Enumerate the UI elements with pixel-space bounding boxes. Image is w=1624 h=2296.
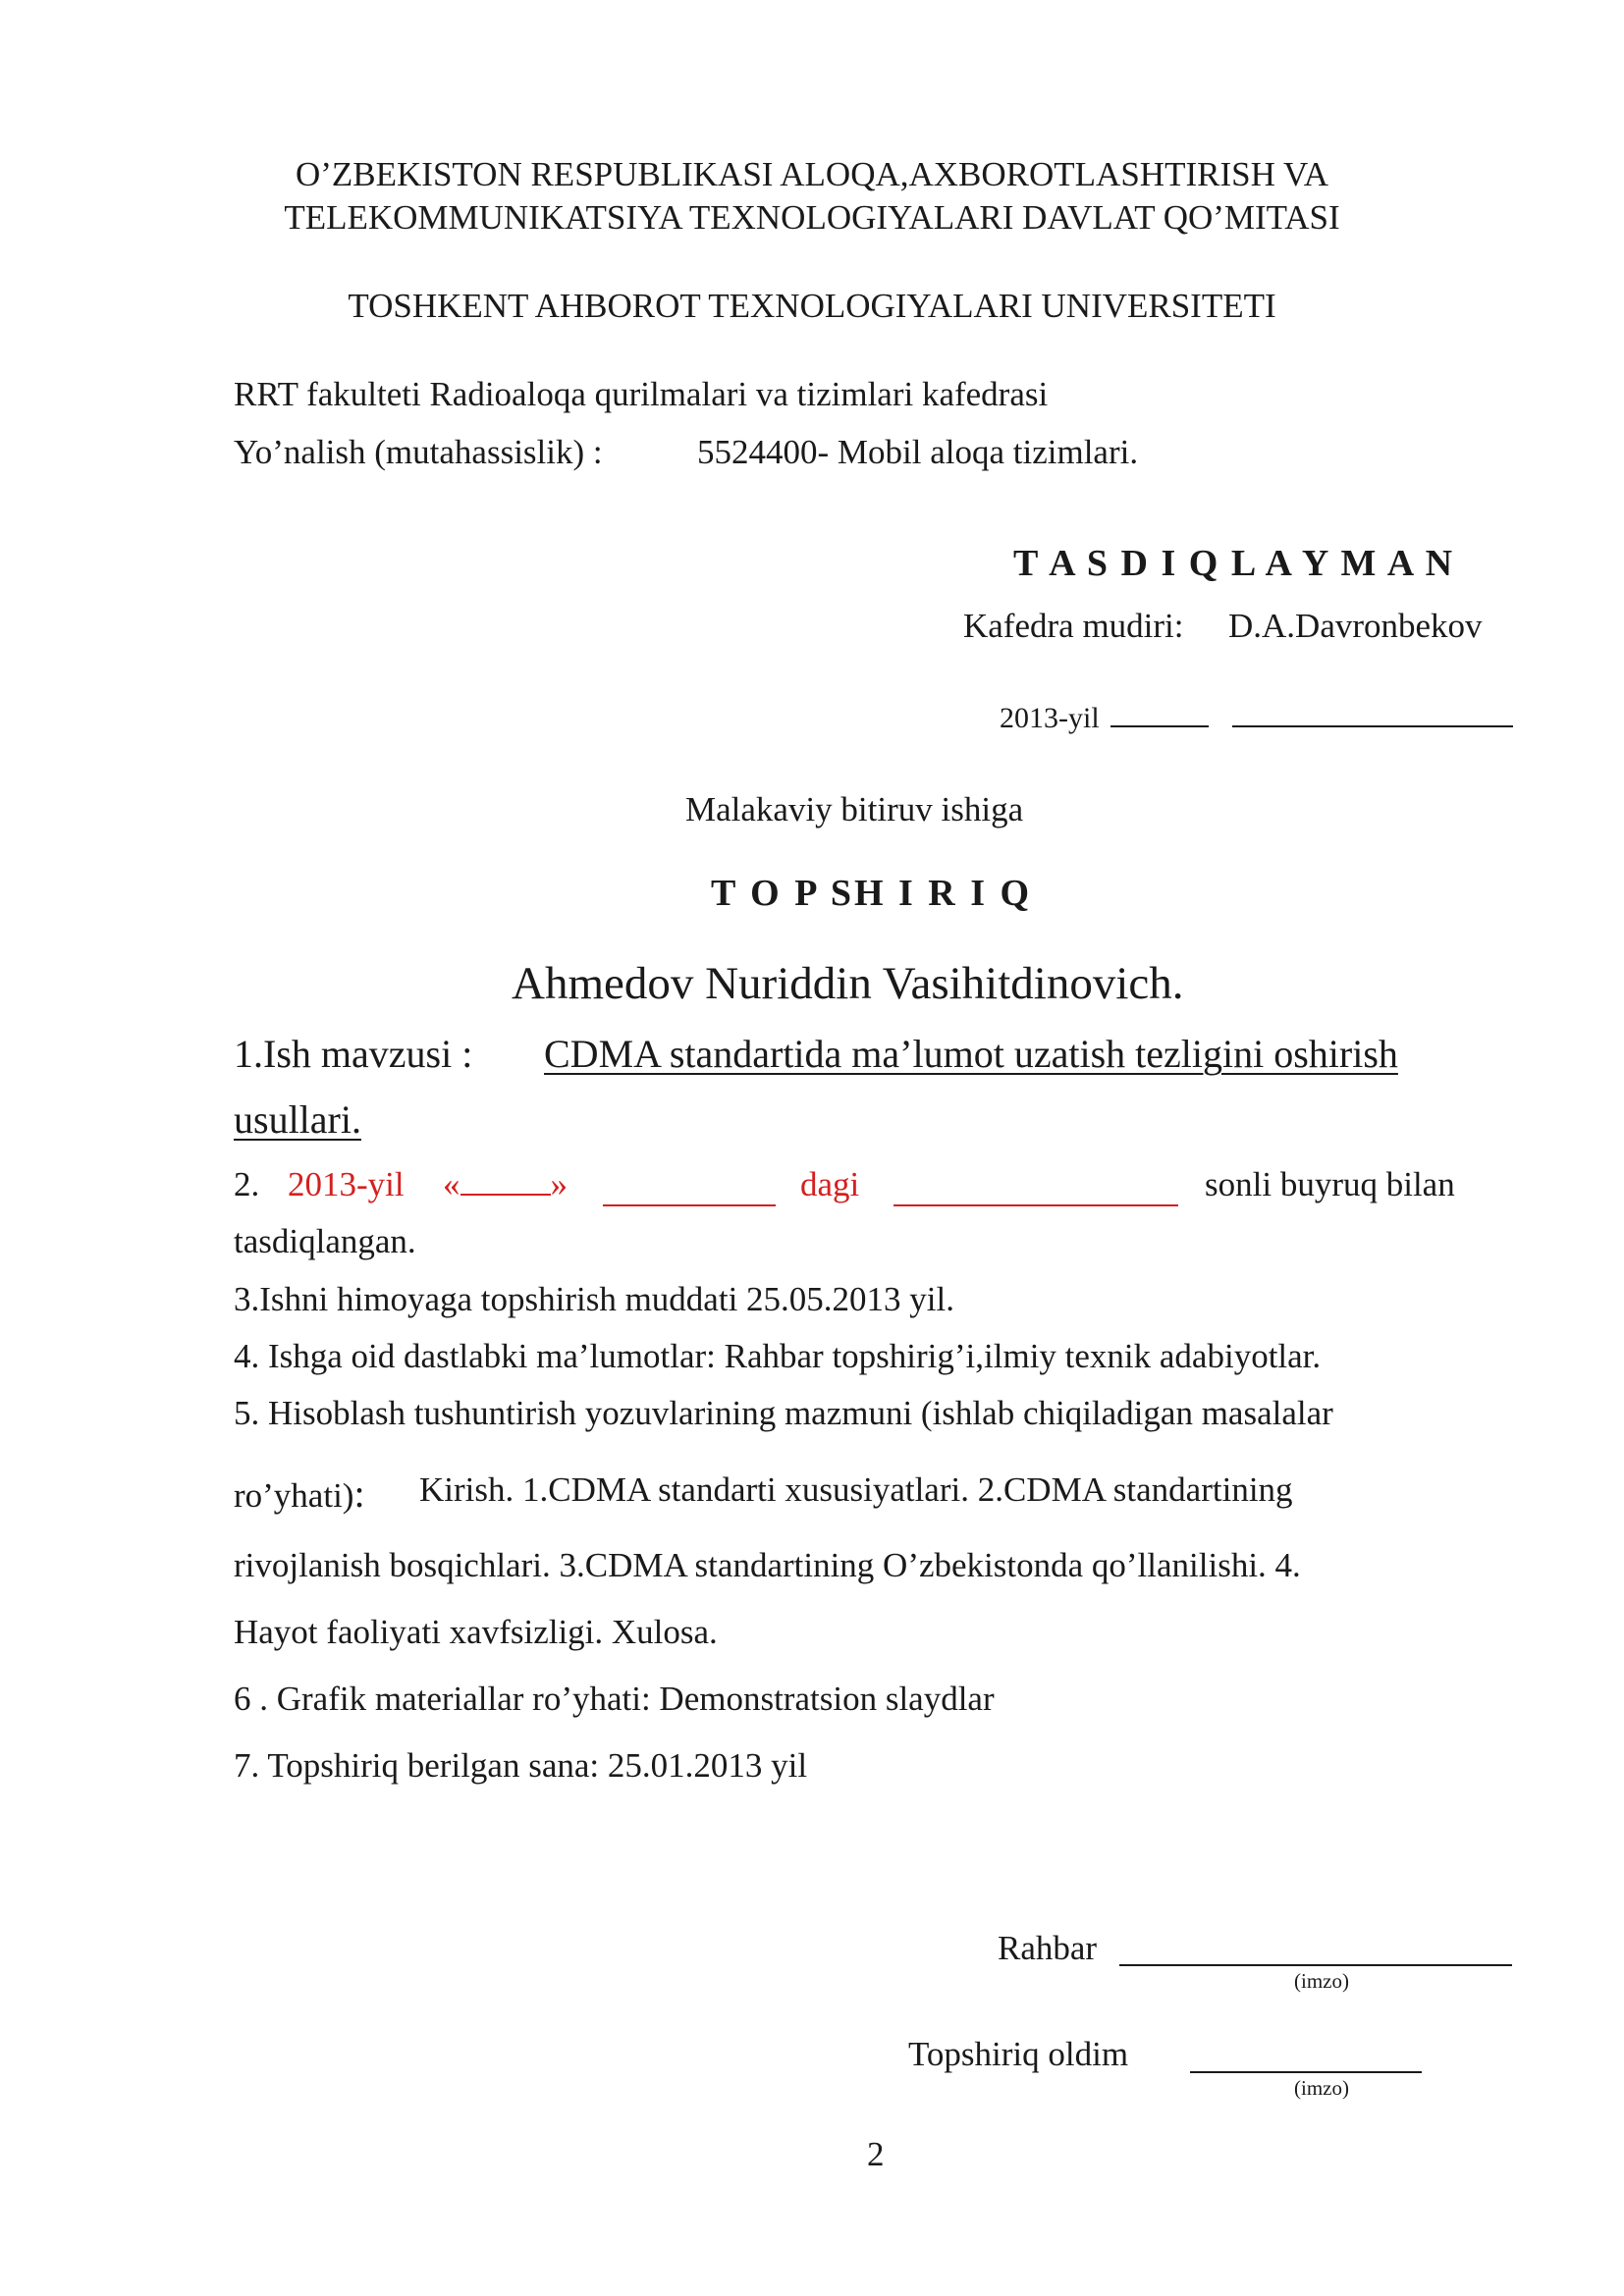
item2-number: 2. <box>234 1165 260 1203</box>
month-blank <box>603 1203 776 1206</box>
item2-day <box>443 1165 568 1204</box>
assignment-title: T O P SH I R I Q <box>711 873 1033 914</box>
received-label: Topshiriq oldim <box>908 2035 1129 2073</box>
item7: 7. Topshiriq berilgan sana: 25.01.2013 yil <box>234 1746 808 1785</box>
assignment-subtitle: Malakaviy bitiruv ishiga <box>685 790 1024 828</box>
order-number-blank <box>893 1203 1178 1206</box>
approval-title: T A S D I Q L A Y M A N <box>1013 543 1455 584</box>
item5-line2-rest: Kirish. 1.CDMA standarti xususiyatlari. 2.CDMA standartining <box>419 1470 1293 1509</box>
item2-dagi: dagi <box>800 1165 860 1203</box>
header-line-2: TELEKOMMUNIKATSIYA TEXNOLOGIYALARI DAVLAT QO’MITASI <box>284 198 1340 237</box>
close-quote: » <box>550 1165 568 1203</box>
item5-line4: Hayot faoliyati xavfsizligi. Xulosa. <box>234 1613 718 1651</box>
item5-line2-start: ro’yhati) <box>234 1476 354 1515</box>
item2-tail: sonli buyruq bilan <box>1205 1165 1455 1203</box>
day-blank <box>460 1193 551 1196</box>
item4: 4. Ishga oid dastlabki ma’lumotlar: Rahbar topshirig’i,ilmiy texnik adabiyotlar. <box>234 1337 1322 1375</box>
item5-line3: rivojlanish bosqichlari. 3.CDMA standartining O’zbekistonda qo’llanilishi. 4. <box>234 1546 1301 1584</box>
item1-topic-line1: CDMA standartida ma’lumot uzatish tezligini oshirish <box>544 1032 1398 1076</box>
received-sign-hint: (imzo) <box>1294 2076 1349 2100</box>
head-name: D.A.Davronbekov <box>1228 607 1483 645</box>
approval-year: 2013-yil <box>1000 702 1100 734</box>
item1-topic-line2: usullari. <box>234 1097 361 1142</box>
item5-line2 <box>234 1470 365 1517</box>
supervisor-signature-line <box>1119 1963 1512 1966</box>
faculty-line: RRT fakulteti Radioaloqa qurilmalari va tizimlari kafedrasi <box>234 375 1049 413</box>
approval-date-line <box>1000 702 1513 735</box>
item5-line1: 5. Hisoblash tushuntirish yozuvlarining mazmuni (ishlab chiqiladigan masalalar <box>234 1394 1333 1432</box>
supervisor-label: Rahbar <box>998 1929 1098 1967</box>
item6: 6 . Grafik materiallar ro’yhati: Demonstratsion slaydlar <box>234 1680 995 1718</box>
direction-label: Yo’nalish (mutahassislik) : <box>234 433 603 471</box>
received-signature-line <box>1190 2070 1422 2073</box>
day-blank <box>1110 724 1209 727</box>
university-name: TOSHKENT AHBOROT TEXNOLOGIYALARI UNIVERSITETI <box>348 287 1276 325</box>
page-number: 2 <box>867 2135 885 2173</box>
item3: 3.Ishni himoyaga topshirish muddati 25.05.2013 yil. <box>234 1280 954 1318</box>
signature-blank <box>1232 724 1513 727</box>
student-name: Ahmedov Nuriddin Vasihitdinovich. <box>512 958 1184 1009</box>
item2-line2: tasdiqlangan. <box>234 1222 416 1260</box>
head-label: Kafedra mudiri: <box>963 607 1184 645</box>
item2-year: 2013-yil <box>288 1165 405 1203</box>
direction-value: 5524400- Mobil aloqa tizimlari. <box>697 433 1139 471</box>
open-quote: « <box>443 1165 460 1203</box>
supervisor-sign-hint: (imzo) <box>1294 1969 1349 1993</box>
item5-colon: : <box>353 1471 365 1516</box>
header-line-1: O’ZBEKISTON RESPUBLIKASI ALOQA,AXBOROTLASHTIRISH VA <box>295 155 1329 193</box>
item1-label: 1.Ish mavzusi : <box>234 1032 473 1076</box>
